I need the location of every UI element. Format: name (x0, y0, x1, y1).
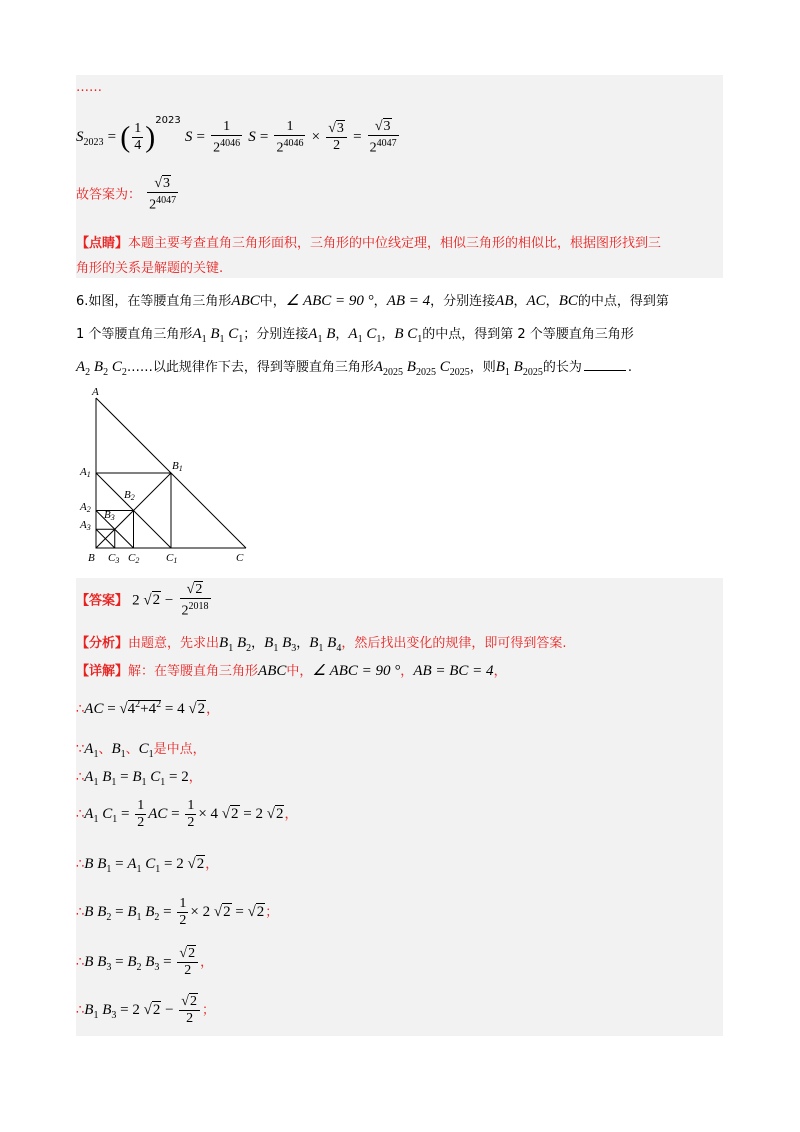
label-c2: C2 (128, 552, 140, 565)
triangle-figure (78, 385, 258, 565)
step-a1b1: $\therefore A_1$ $B_1 = B_1$ $C_1 = 2$， (76, 769, 202, 788)
label-c3: C3 (108, 552, 120, 565)
label-b2: B2 (124, 489, 135, 502)
step-a1c1: $\therefore A_1$ $C_1$ = $\frac{1}{2}$ AC = $\frac{1}{2}$ × 4 √2 = 2 √2， (76, 798, 298, 830)
problem-line-2: 1 个等腰直角三角形$A_1$ $B_1$ $C_1$；分别连接$A_1$ B，$A_1$ $C_1$，B $C_1$的中点，得到第 2 个等腰直角三角形 (76, 326, 634, 345)
step-bb1: ∴B $B_1 = A_1$ $C_1 = 2$ √2， (76, 856, 219, 875)
comment-line-2: 角形的关系是解题的关键. (76, 261, 224, 276)
step-midpoints: $\because A_1$、$B_1$、$C_1$是中点， (76, 741, 206, 760)
label-b1: B1 (172, 460, 183, 473)
comment-line-1: 【点睛】本题主要考查直角三角形面积，三角形的中位线定理，相似三角形的相似比，根据图形找到三 (76, 236, 662, 251)
step-b1b3: $\therefore B_1$ $B_3 = 2$ √2 − $\frac{√2}{2}$ ； (76, 994, 215, 1026)
detail-line: 【详解】解：在等腰直角三角形ABC中，∠ ABC = 90 °，AB = BC = 4， (76, 663, 507, 679)
label-a: A (92, 386, 99, 398)
problem-line-3: $A_2$ $B_2$ $C_2\dots\dots$以此规律作下去，得到等腰直角三角形$A_{2025}$ $B_{2025}$ $C_{2025}$，则$B_1$ $B_{2025}$的长为 . (76, 359, 632, 378)
step-bb3: ∴B $B_3 = B_2$ $B_3$ = $\frac{√2}{2}$ ， (76, 946, 214, 978)
label-b: B (88, 552, 95, 564)
label-b3: B3 (104, 509, 115, 522)
answer-blank (584, 370, 626, 371)
problem-line-1: 6.如图，在等腰直角三角形ABC中，∠ ABC = 90 °，AB = 4，分别连接AB，AC，BC的中点，得到第 (76, 293, 669, 309)
s2023-equation: $S_{2023}$ = ( $\frac{1}{4}$ )$^{2023}$ S = $\frac{1}{2^{4046}}$ S = $\frac{1}{2^{4046}}$ × $\frac{√3}{2}$ = $\frac{√3}{2^{4047}}$ (76, 115, 397, 156)
label-a2: A2 (80, 501, 91, 514)
step-ac: ∴AC = $√4^2+4^2 = 4$ √2， (76, 699, 220, 717)
label-a1: A1 (80, 466, 91, 479)
analysis-line: 【分析】由题意，先求出$B_1$ $B_2$，$B_1$ $B_3$，$B_1$ $B_4$，然后找出变化的规律，即可得到答案. (76, 635, 567, 654)
label-c1: C1 (166, 552, 178, 565)
label-a3: A3 (80, 519, 91, 532)
step-bb2: ∴B $B_2 = B_1$ $B_2$ = $\frac{1}{2}$ × 2 √2 = √2； (76, 896, 279, 928)
ellipsis: …… (76, 80, 102, 95)
answer-summary: 故答案为： $\frac{√3}{2^{4047}}$ (76, 176, 177, 213)
label-c: C (236, 552, 244, 564)
answer-line: 【答案】 2 √2 − $\frac{√2}{2^{2018}}$ (76, 582, 209, 619)
